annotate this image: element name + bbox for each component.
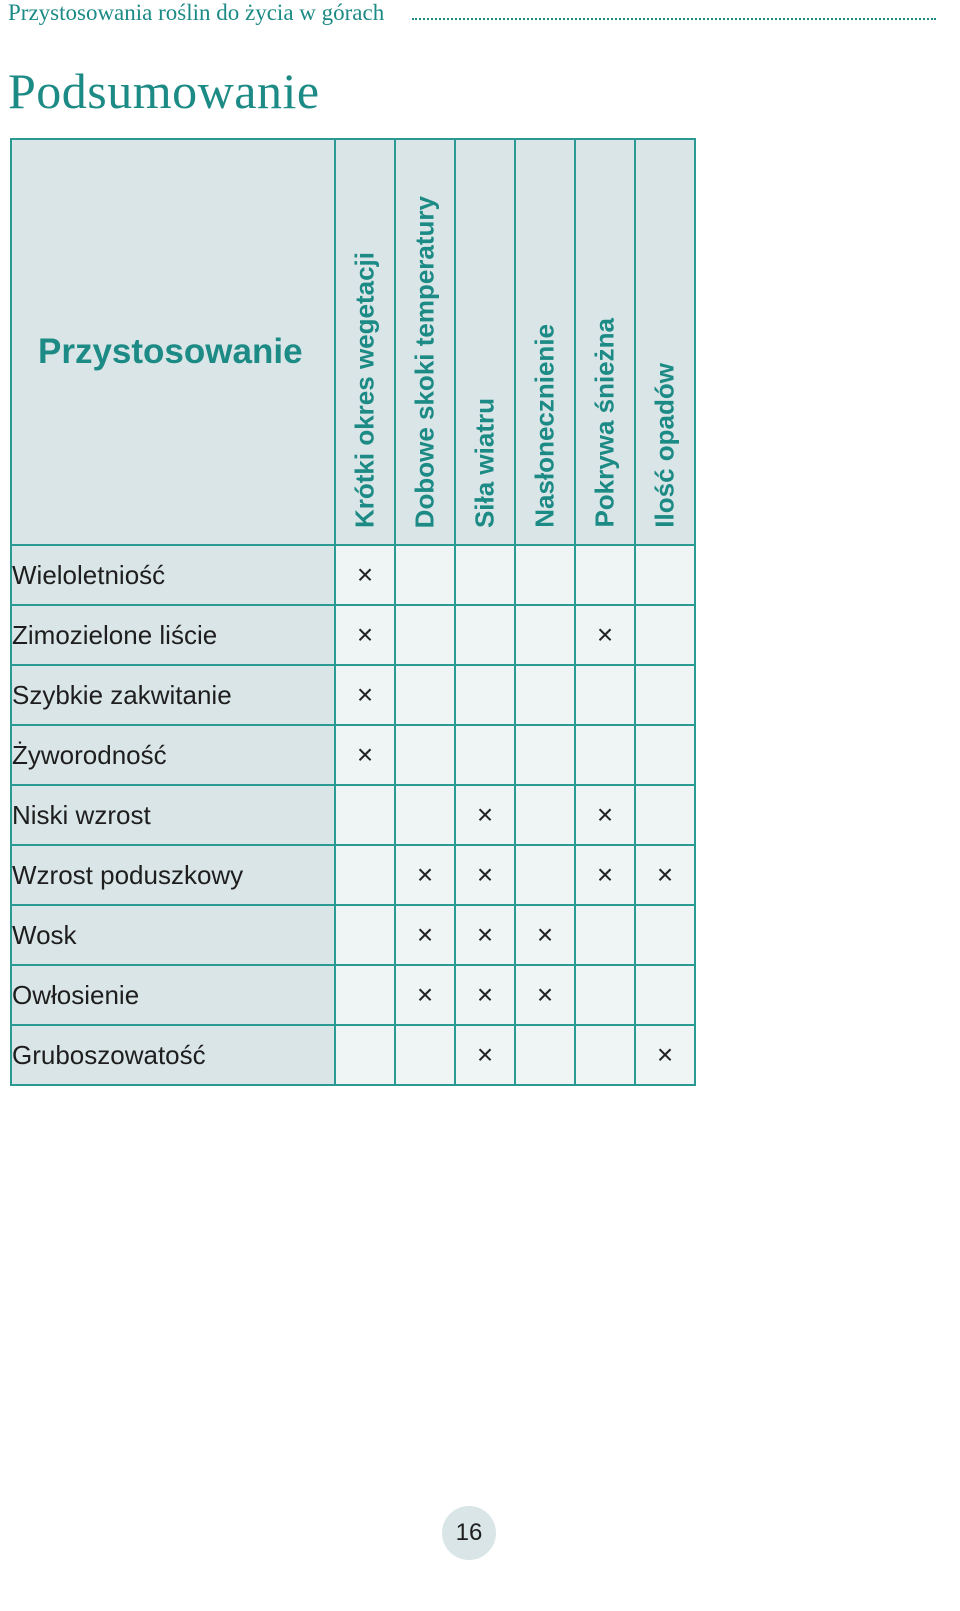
column-header [515, 139, 575, 545]
mark-cell [455, 665, 515, 725]
column-header [575, 139, 635, 545]
mark-cell: × [455, 845, 515, 905]
mark-cell [635, 665, 695, 725]
mark-cell: × [455, 1025, 515, 1085]
table-row [11, 965, 695, 1025]
column-header [455, 139, 515, 545]
mark-cell [335, 965, 395, 1025]
table-row [11, 845, 695, 905]
column-header-label: Pokrywa śnieżna [589, 318, 620, 528]
mark-cell [635, 545, 695, 605]
column-header [635, 139, 695, 545]
mark-cell [575, 905, 635, 965]
column-header [395, 139, 455, 545]
mark-cell: × [575, 605, 635, 665]
mark-cell: × [455, 785, 515, 845]
mark-cell [455, 605, 515, 665]
mark-cell [395, 545, 455, 605]
mark-cell [635, 725, 695, 785]
mark-cell [335, 785, 395, 845]
corner-header [11, 139, 335, 545]
mark-cell: × [455, 965, 515, 1025]
mark-cell: × [455, 905, 515, 965]
mark-cell: × [395, 845, 455, 905]
mark-cell [395, 1025, 455, 1085]
table-row [11, 905, 695, 965]
table-header-row [11, 139, 695, 545]
adaptation-summary-table [10, 138, 696, 1086]
mark-cell [575, 665, 635, 725]
row-header: Wieloletniość [11, 545, 335, 605]
mark-cell: × [635, 845, 695, 905]
column-header [335, 139, 395, 545]
mark-cell [635, 785, 695, 845]
mark-cell [575, 1025, 635, 1085]
table-row [11, 785, 695, 845]
mark-cell [335, 1025, 395, 1085]
mark-cell [515, 665, 575, 725]
mark-cell [395, 725, 455, 785]
mark-cell: × [575, 845, 635, 905]
mark-cell [455, 545, 515, 605]
corner-header-label: Przystosowanie [38, 332, 303, 371]
column-header-label: Ilość opadów [649, 363, 680, 528]
mark-cell [515, 1025, 575, 1085]
mark-cell: × [335, 545, 395, 605]
column-header-label: Nasłonecznienie [529, 324, 560, 528]
mark-cell: × [335, 725, 395, 785]
mark-cell [575, 725, 635, 785]
mark-cell [635, 965, 695, 1025]
running-title: Przystosowania roślin do życia w górach [8, 0, 385, 25]
mark-cell [575, 965, 635, 1025]
table-row [11, 545, 695, 605]
column-header-label: Dobowe skoki temperatury [409, 195, 440, 528]
mark-cell [335, 845, 395, 905]
dotted-leader [412, 18, 936, 20]
row-header: Wzrost poduszkowy [11, 845, 335, 905]
mark-cell [335, 905, 395, 965]
mark-cell [515, 605, 575, 665]
mark-cell: × [395, 965, 455, 1025]
mark-cell [395, 785, 455, 845]
row-header: Niski wzrost [11, 785, 335, 845]
row-header: Gruboszowatość [11, 1025, 335, 1085]
mark-cell: × [335, 665, 395, 725]
mark-cell: × [635, 1025, 695, 1085]
row-header: Owłosienie [11, 965, 335, 1025]
row-header: Zimozielone liście [11, 605, 335, 665]
mark-cell [515, 845, 575, 905]
mark-cell [515, 725, 575, 785]
mark-cell [515, 785, 575, 845]
mark-cell: × [515, 965, 575, 1025]
mark-cell: × [575, 785, 635, 845]
mark-cell: × [395, 905, 455, 965]
running-header [8, 0, 936, 28]
mark-cell [635, 905, 695, 965]
row-header: Wosk [11, 905, 335, 965]
mark-cell [455, 725, 515, 785]
row-header: Żyworodność [11, 725, 335, 785]
mark-cell [515, 545, 575, 605]
column-header-label: Krótki okres wegetacji [349, 252, 380, 528]
mark-cell [395, 605, 455, 665]
mark-cell [575, 545, 635, 605]
page-title: Podsumowanie [8, 63, 320, 119]
table-row [11, 605, 695, 665]
mark-cell: × [335, 605, 395, 665]
table-row [11, 1025, 695, 1085]
column-header-label: Siła wiatru [469, 397, 500, 528]
page-number: 16 [442, 1506, 496, 1560]
row-header: Szybkie zakwitanie [11, 665, 335, 725]
table-row [11, 665, 695, 725]
mark-cell: × [515, 905, 575, 965]
mark-cell [635, 605, 695, 665]
table-row [11, 725, 695, 785]
mark-cell [395, 665, 455, 725]
